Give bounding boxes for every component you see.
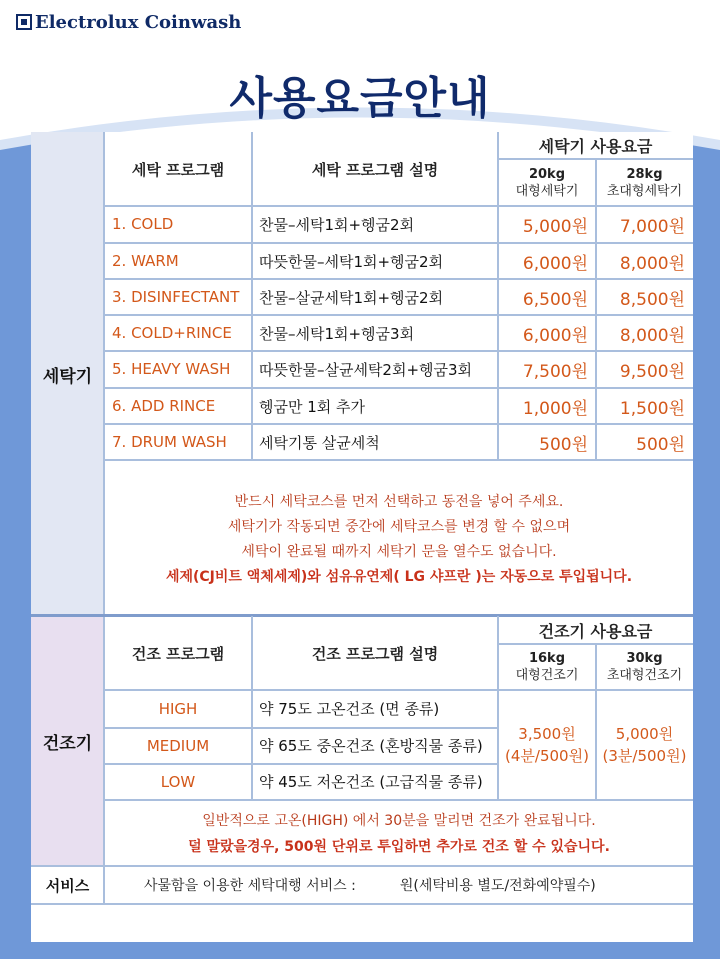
washer-note-3: 세탁이 완료될 때까지 세탁기 문을 열수도 없습니다. [241,544,557,560]
electrolux-logo-icon [16,14,32,30]
dryer-row-desc: 약 65도 중온건조 (혼방직물 종류) [259,737,483,755]
dryer-size1-kg: 16kg [528,651,566,666]
washer-row-price-20kg: 6,000원 [522,253,588,274]
washer-row-price-28kg: 500원 [636,434,685,455]
dryer-row-program: HIGH [158,699,198,718]
washer-size2-kg: 28kg [626,166,663,182]
dryer-section-label: 건조기 [42,733,93,754]
grid-line [595,644,597,800]
washer-row-desc: 세탁기통 살균세척 [259,433,380,452]
washer-row-program: 5. HEAVY WASH [112,360,231,378]
washer-row-desc: 따뜻한물–살균세탁2회+헹굼3회 [259,360,473,379]
dryer-side [31,616,104,866]
grid-line [104,205,693,207]
service-side [31,866,104,904]
washer-row-price-28kg: 8,000원 [619,253,685,274]
washer-row-program: 6. ADD RINCE [112,397,216,415]
washer-size2 [596,159,693,206]
dryer-col-desc: 건조 프로그램 설명 [311,644,439,663]
washer-side [31,132,104,616]
grid-line [104,727,498,729]
dryer-price1-detail: (4분/500원) [505,747,589,765]
brand-logo [16,12,241,33]
washer-size1-kg: 20kg [528,166,566,182]
grid-line [498,643,693,645]
washer-row-program: 1. COLD [112,215,174,233]
grid-line [104,278,693,280]
grid-line [104,314,693,316]
washer-row-price-20kg: 6,500원 [522,289,588,310]
washer-note-2: 세탁기가 작동되면 중간에 세탁코스를 변경 할 수 없으며 [227,519,571,535]
washer-row-desc: 헹굼만 1회 추가 [259,397,366,416]
dryer-price1 [498,690,596,800]
washer-row-price-28kg: 9,500원 [619,361,685,382]
washer-row-program: 7. DRUM WASH [112,433,227,451]
washer-row-price-28kg: 8,500원 [619,289,685,310]
grid-line [251,132,253,460]
service-detail: 원(세탁비용 별도/전화예약필수) [399,878,596,894]
dryer-price2-value: 5,000원 [615,725,674,743]
washer-row-price-28kg: 8,000원 [619,325,685,346]
washer-row-program: 4. COLD+RINCE [112,324,232,342]
washer-row-price-20kg: 6,000원 [522,325,588,346]
service-text: 사물함을 이용한 세탁대행 서비스 : [144,878,356,894]
dryer-size1-type: 대형건조기 [515,668,579,683]
dryer-size2-type: 초대형건조기 [606,668,683,683]
dryer-size1 [498,644,596,690]
washer-row-price-20kg: 1,000원 [522,398,588,419]
grid-line [497,132,499,460]
washer-note-4: 세제(CJ비트 액체세제)와 섬유유연제( LG 샤프란 )는 자동으로 투입됩니다. [165,569,633,585]
grid-line [104,799,693,801]
grid-line [31,865,693,867]
washer-row-price-20kg: 7,500원 [522,361,588,382]
washer-col-desc: 세탁 프로그램 설명 [311,160,439,179]
dryer-row-desc: 약 45도 저온건조 (고급직물 종류) [259,773,483,791]
washer-row-program: 3. DISINFECTANT [112,288,240,306]
dryer-price1-value: 3,500원 [518,725,576,743]
grid-line [104,763,498,765]
service-row [104,866,693,904]
washer-note-1: 반드시 세탁코스를 먼저 선택하고 동전을 넣어 주세요. [234,494,564,510]
washer-row-price-28kg: 1,500원 [619,398,685,419]
grid-line [104,350,693,352]
page-title: 사용요금안내 [229,73,491,124]
washer-section-label: 세탁기 [42,366,93,387]
washer-size1-type: 대형세탁기 [515,183,579,199]
grid-line [103,132,105,904]
dryer-size2-kg: 30kg [626,651,663,666]
dryer-price2 [596,690,693,800]
washer-col-program: 세탁 프로그램 [131,160,225,179]
dryer-price-header: 건조기 사용요금 [538,621,653,641]
washer-row-price-20kg: 5,000원 [522,216,588,237]
dryer-note-1: 일반적으로 고온(HIGH) 에서 30분을 말리면 건조가 완료됩니다. [202,813,596,829]
washer-row-program: 2. WARM [112,252,179,270]
washer-row-desc: 따뜻한물–세탁1회+헹굼2회 [259,252,444,271]
washer-price-header: 세탁기 사용요금 [538,137,653,156]
grid-line [31,903,693,905]
washer-row-desc: 찬물–세탁1회+헹굼2회 [259,215,415,234]
washer-size1 [498,159,596,206]
grid-line [498,158,693,160]
grid-line [104,689,693,691]
dryer-col-program: 건조 프로그램 [131,644,225,663]
section-divider [31,614,693,617]
washer-row-desc: 찬물–살균세탁1회+헹굼2회 [259,288,444,307]
service-label: 서비스 [45,876,90,895]
dryer-row-program: MEDIUM [146,736,210,755]
dryer-size2 [596,644,693,690]
dryer-row-desc: 약 75도 고온건조 (면 종류) [259,700,440,718]
washer-row-price-28kg: 7,000원 [619,216,685,237]
dryer-note-2: 덜 말랐을경우, 500원 단위로 투입하면 추가로 건조 할 수 있습니다. [188,839,610,855]
grid-line [251,616,253,800]
washer-row-desc: 찬물–세탁1회+헹굼3회 [259,324,415,343]
grid-line [104,423,693,425]
grid-line [104,459,693,461]
brand-name: Electrolux Coinwash [35,12,242,33]
washer-row-price-20kg: 500원 [539,434,588,455]
grid-line [104,387,693,389]
washer-size2-type: 초대형세탁기 [606,183,683,199]
grid-line [104,242,693,244]
dryer-row-program: LOW [160,772,196,791]
dryer-price2-detail: (3분/500원) [602,747,687,765]
